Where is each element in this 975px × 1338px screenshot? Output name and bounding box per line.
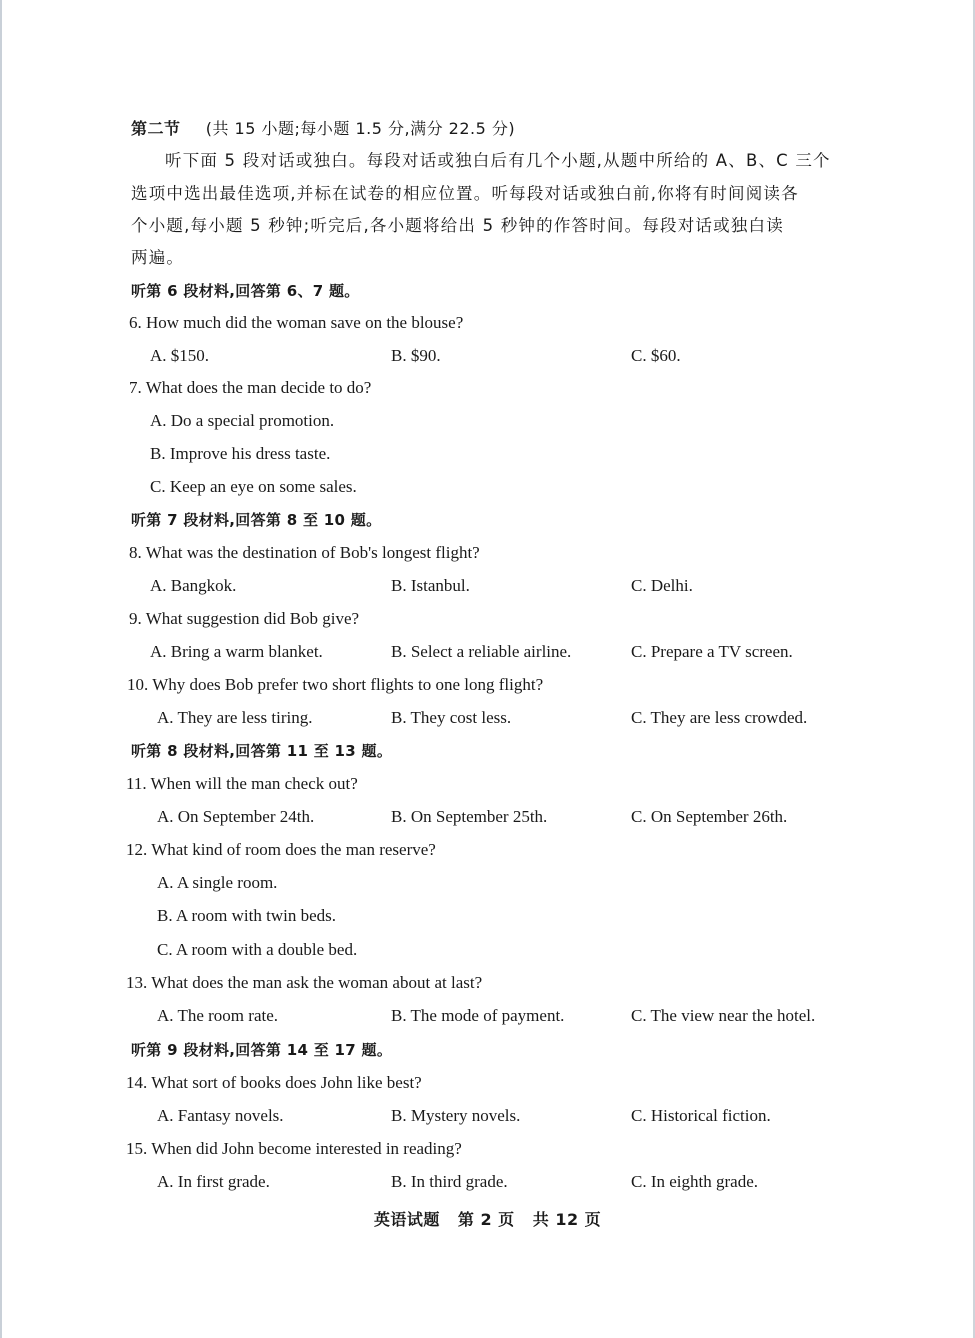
option-b[interactable]: B. On September 25th.: [391, 807, 548, 826]
question-stem: 7. What does the man decide to do?: [129, 378, 372, 397]
option-b[interactable]: B. Istanbul.: [391, 576, 470, 595]
option-b[interactable]: B. They cost less.: [391, 708, 512, 727]
question-stem: 12. What kind of room does the man reserve?: [126, 840, 436, 859]
option-c[interactable]: C. The view near the hotel.: [631, 1006, 816, 1025]
group-header: 听第 8 段材料,回答第 11 至 13 题。: [131, 742, 393, 760]
option-c[interactable]: C. Prepare a TV screen.: [631, 642, 793, 661]
footer-page-number: 第 2 页: [457, 1210, 515, 1229]
section-title: 第二节: [131, 119, 181, 138]
group-header: 听第 9 段材料,回答第 14 至 17 题。: [131, 1041, 393, 1059]
footer-total-pages: 共 12 页: [532, 1210, 602, 1229]
option-a[interactable]: A. Do a special promotion.: [150, 411, 335, 430]
instruction-line: 选项中选出最佳选项,并标在试卷的相应位置。听每段对话或独白前,你将有时间阅读各: [131, 184, 799, 203]
question-stem: 11. When will the man check out?: [126, 774, 358, 793]
instruction-line: 两遍。: [131, 248, 185, 267]
group-header: 听第 6 段材料,回答第 6、7 题。: [131, 282, 360, 300]
option-a[interactable]: A. On September 24th.: [157, 807, 315, 826]
option-c[interactable]: C. $60.: [631, 346, 681, 365]
page-edge-left: [0, 0, 2, 1338]
question-stem: 9. What suggestion did Bob give?: [129, 609, 360, 628]
question-stem: 6. How much did the woman save on the blouse?: [129, 313, 464, 332]
option-c[interactable]: C. Delhi.: [631, 576, 693, 595]
option-c[interactable]: C. A room with a double bed.: [157, 940, 358, 959]
question-stem: 10. Why does Bob prefer two short flights to one long flight?: [127, 675, 544, 694]
option-c[interactable]: C. Keep an eye on some sales.: [150, 477, 357, 496]
option-a[interactable]: A. Bangkok.: [150, 576, 237, 595]
option-c[interactable]: C. Historical fiction.: [631, 1106, 771, 1125]
option-a[interactable]: A. Fantasy novels.: [157, 1106, 284, 1125]
option-c[interactable]: C. On September 26th.: [631, 807, 788, 826]
option-a[interactable]: A. In first grade.: [157, 1172, 270, 1191]
option-c[interactable]: C. In eighth grade.: [631, 1172, 758, 1191]
option-a[interactable]: A. A single room.: [157, 873, 278, 892]
question-stem: 15. When did John become interested in reading?: [126, 1139, 462, 1158]
option-b[interactable]: B. $90.: [391, 346, 441, 365]
option-b[interactable]: B. In third grade.: [391, 1172, 508, 1191]
instruction-line: 个小题,每小题 5 秒钟;听完后,各小题将给出 5 秒钟的作答时间。每段对话或独白读: [131, 216, 784, 235]
option-b[interactable]: B. Improve his dress taste.: [150, 444, 331, 463]
question-stem: 14. What sort of books does John like best?: [126, 1073, 422, 1092]
section-header: [131, 118, 515, 140]
footer-subject: 英语试题: [373, 1210, 440, 1229]
instruction-line: 听下面 5 段对话或独白。每段对话或独白后有几个小题,从题中所给的 A、B、C 三个: [165, 151, 831, 170]
option-b[interactable]: B. Select a reliable airline.: [391, 642, 572, 661]
option-b[interactable]: B. Mystery novels.: [391, 1106, 521, 1125]
option-a[interactable]: A. Bring a warm blanket.: [150, 642, 323, 661]
option-a[interactable]: A. $150.: [150, 346, 210, 365]
question-stem: 13. What does the man ask the woman about at last?: [126, 973, 483, 992]
question-stem: 8. What was the destination of Bob's longest flight?: [129, 543, 480, 562]
option-b[interactable]: B. The mode of payment.: [391, 1006, 565, 1025]
option-c[interactable]: C. They are less crowded.: [631, 708, 808, 727]
group-header: 听第 7 段材料,回答第 8 至 10 题。: [131, 511, 382, 529]
option-a[interactable]: A. They are less tiring.: [157, 708, 313, 727]
option-b[interactable]: B. A room with twin beds.: [157, 906, 336, 925]
section-subtitle: (共 15 小题;每小题 1.5 分,满分 22.5 分): [205, 119, 516, 138]
page-footer: [0, 1209, 975, 1231]
option-a[interactable]: A. The room rate.: [157, 1006, 279, 1025]
